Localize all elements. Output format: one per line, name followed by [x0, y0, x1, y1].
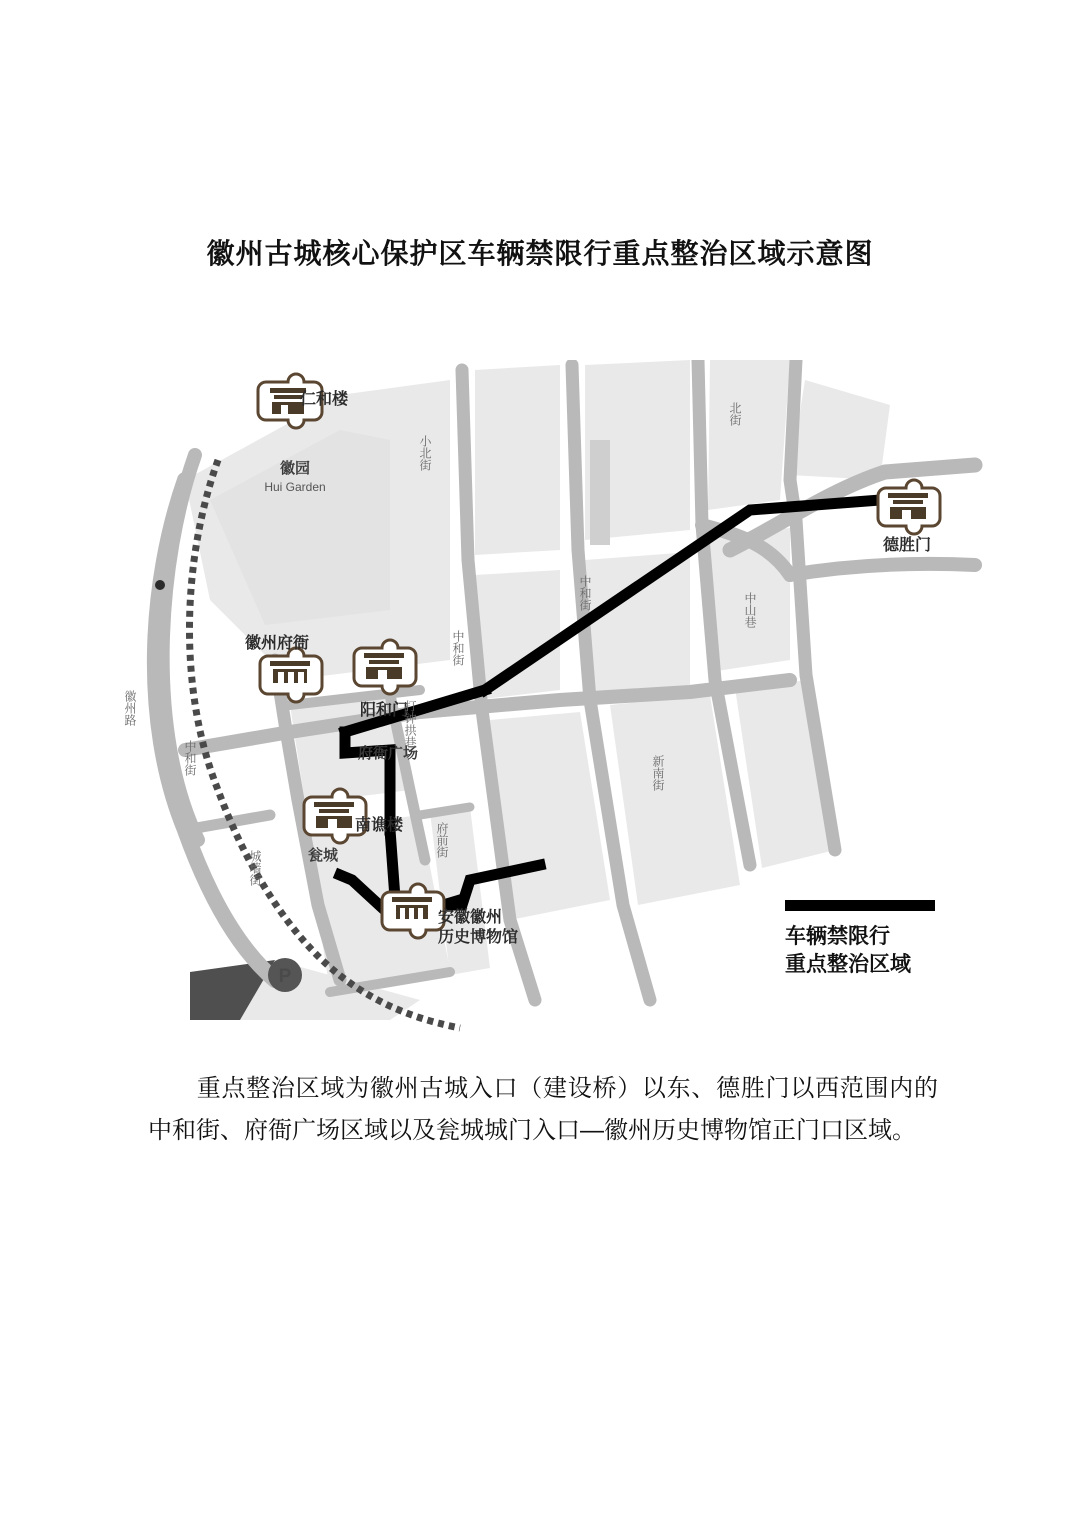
- page-title: 徽州古城核心保护区车辆禁限行重点整治区域示意图: [206, 238, 874, 269]
- legend-color-swatch: [785, 900, 935, 911]
- poi-museum[interactable]: [382, 884, 444, 938]
- street-xinnanjie: 新南街: [651, 755, 665, 791]
- poi-label-huizhou-fuya: 徽州府衙: [245, 635, 310, 652]
- caption-text: [148, 1068, 938, 1152]
- caption-body: 重点整治区域为徽州古城入口（建设桥）以东、德胜门以西范围内的中和街、府衙广场区域以及瓮城城门入口—徽州历史博物馆正门口区域。: [148, 1075, 938, 1144]
- place-hui-garden-en: Hui Garden: [264, 480, 326, 494]
- parking-label: P: [278, 966, 292, 987]
- street-beijie: 北街: [728, 402, 742, 426]
- poi-label-renhelou: 仁和楼: [300, 391, 349, 408]
- place-hui-garden-cn: 徽园: [279, 460, 311, 477]
- legend-line-2: 重点整治区域: [785, 953, 911, 977]
- poi-label-yanghemen: 阳和门: [360, 702, 409, 719]
- poi-deshengmen[interactable]: [878, 480, 940, 534]
- street-fuqianjie: 府前街: [435, 822, 449, 858]
- street-zhonghejie-1: 中和街: [578, 575, 592, 611]
- street-zhonghejie-2: 中和街: [451, 630, 465, 666]
- map-dot-marker: [155, 580, 165, 590]
- legend: [785, 900, 985, 980]
- street-chengqiangjie: 城墙街: [248, 850, 262, 886]
- poi-label-museum-line2: 历史博物馆: [438, 929, 519, 946]
- poi-yanghemen[interactable]: [354, 640, 416, 694]
- legend-line-1: 车辆禁限行: [785, 925, 890, 948]
- street-zhonghejie-3: 中和街: [183, 740, 197, 776]
- street-huizhoulu: 徽州路: [123, 690, 137, 726]
- street-zhongshanxiang: 中山巷: [743, 592, 757, 628]
- poi-nanqianlou[interactable]: [304, 789, 366, 843]
- poi-huizhou-fuya[interactable]: [260, 648, 322, 702]
- temple-icon: [270, 661, 310, 683]
- poi-label-deshengmen: 德胜门: [883, 537, 932, 554]
- place-fuya-square: 府衙广场: [358, 745, 419, 762]
- poi-label-nanqianlou: 南谯楼: [355, 817, 404, 834]
- street-xiaobeijie: 小北街: [418, 435, 432, 471]
- poi-label-museum-line1: 安徽徽州: [438, 909, 503, 926]
- street-dazhonggongxiang: 打钟拱巷: [403, 700, 417, 748]
- parking-marker[interactable]: [268, 958, 302, 992]
- place-wengcheng: 瓮城: [308, 847, 339, 864]
- museum-icon: [392, 897, 432, 919]
